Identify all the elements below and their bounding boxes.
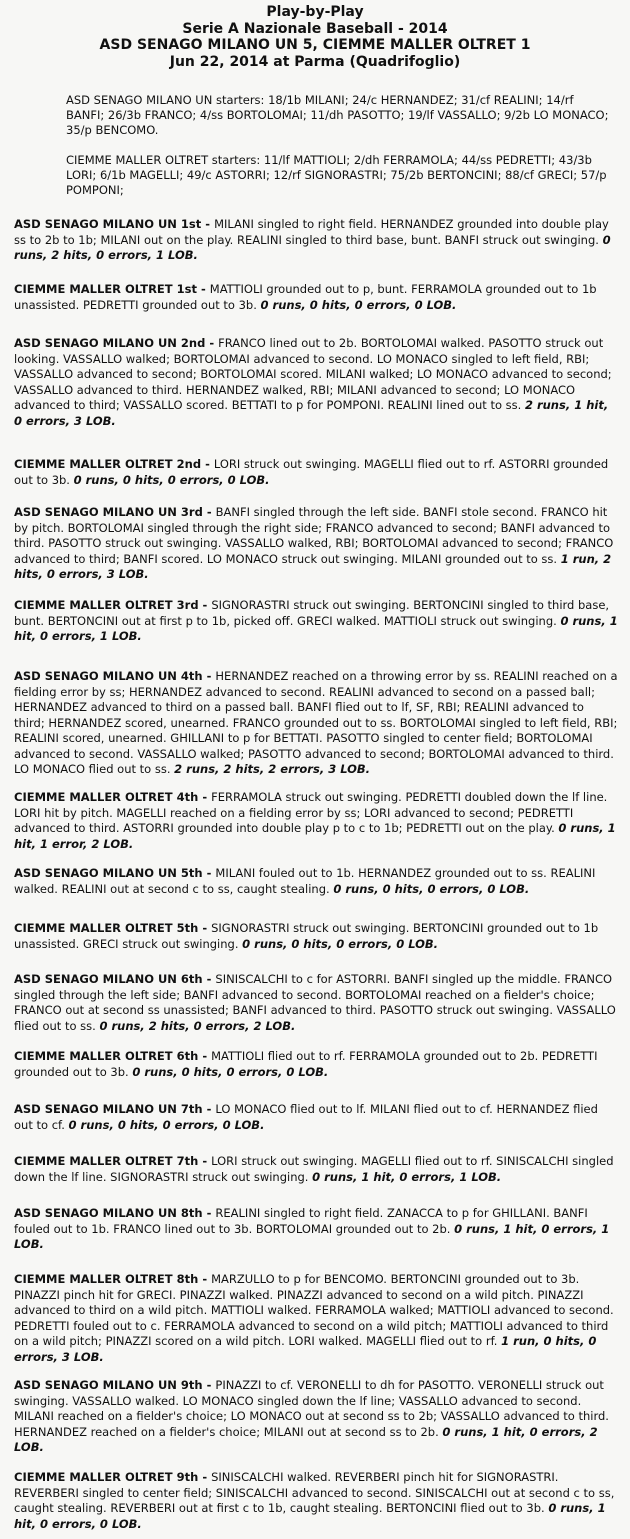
inning-team-label: ASD SENAGO MILANO UN 2nd - [14, 336, 219, 350]
inning-summary: 0 runs, 2 hits, 0 errors, 2 LOB. [99, 1018, 296, 1033]
inning-plays: SINISCALCHI walked. REVERBERI pinch hit for SIGNORASTRI. REVERBERI singled to center field; SINISCALCHI advanced to second. SINISCALCHI out at second c to ss, caught stealing. REVERBERI out at first c to 1b, caught stealing. BERTONCINI flied out to 3b. [14, 1470, 615, 1515]
starters-section [0, 93, 630, 138]
inning-summary: 0 runs, 1 hit, 0 errors, 1 LOB. [14, 613, 618, 643]
inning-summary: 0 runs, 0 hits, 0 errors, 0 LOB. [73, 472, 270, 487]
inning-entry [14, 669, 618, 778]
inning-summary: 0 runs, 1 hit, 1 error, 2 LOB. [14, 821, 616, 851]
inning-team-label: ASD SENAGO MILANO UN 9th - [14, 1378, 216, 1392]
inning-team-label: CIEMME MALLER OLTRET 3rd - [14, 598, 212, 612]
inning-summary: 0 runs, 2 hits, 0 errors, 1 LOB. [14, 232, 611, 262]
inning-plays: FERRAMOLA struck out swinging. PEDRETTI doubled down the lf line. LORI hit by pitch. MAGELLI reached on a fielding error by ss; LORI advanced to second; PEDRETTI advanced to third. ASTORRI grounded into double play p to c to 1b; PEDRETTI out on the play. [14, 790, 608, 835]
inning-entry [14, 1049, 618, 1080]
inning-plays: LO MONACO flied out to lf. MILANI flied out to cf. HERNANDEZ flied out to cf. [14, 1102, 598, 1132]
inning-entry [14, 1470, 618, 1532]
inning-summary: 0 runs, 1 hit, 0 errors, 1 LOB. [14, 1221, 610, 1251]
inning-plays: HERNANDEZ reached on a throwing error by ss. REALINI reached on a fielding error by ss; HERNANDEZ advanced to second. REALINI advanced to second on a passed ball; HERNANDEZ advanced to third on a passed ball. BANFI flied out to lf, SF, RBI; REALINI advanced to third; HERNANDEZ scored, unearned. FRANCO grounded out to ss. BORTOLOMAI singled to left field, RBI; REALINI scored, unearned. GHILLANI to p for BETTATI. PASOTTO singled to center field; BORTOLOMAI advanced to second. VASSALLO walked; PASOTTO advanced to second; BORTOLOMAI advanced to third. LO MONACO flied out to ss. [14, 669, 618, 776]
inning-plays: MATTIOLI grounded out to p, bunt. FERRAMOLA grounded out to 1b unassisted. PEDRETTI grounded out to 3b. [14, 282, 597, 312]
inning-plays: MILANI singled to right field. HERNANDEZ grounded into double play ss to 2b to 1b; MILANI out on the play. REALINI singled to third base, bunt. BANFI struck out swinging. [14, 217, 609, 247]
inning-plays: REALINI singled to right field. ZANACCA to p for GHILLANI. BANFI fouled out to 1b. FRANCO lined out to 3b. BORTOLOMAI grounded out to 2b. [14, 1206, 588, 1236]
inning-team-label: ASD SENAGO MILANO UN 1st - [14, 217, 215, 231]
home-starters: ASD SENAGO MILANO UN starters: 18/1b MILANI; 24/c HERNANDEZ; 31/cf REALINI; 14/rf BANFI; 26/3b FRANCO; 4/ss BORTOLOMAI; 11/dh PASOTTO; 19/lf VASSALLO; 9/2b LO MONACO; 35/p BENCOMO. [66, 93, 609, 137]
inning-plays: LORI struck out swinging. MAGELLI flied out to rf. SINISCALCHI singled down the lf line. SIGNORASTRI struck out swinging. [14, 1154, 614, 1184]
inning-entry [14, 457, 618, 488]
inning-team-label: CIEMME MALLER OLTRET 7th - [14, 1154, 212, 1168]
date-venue: Jun 22, 2014 at Parma (Quadrifoglio) [169, 53, 461, 70]
inning-entry [14, 790, 618, 852]
inning-plays: SINISCALCHI to c for ASTORRI. BANFI singled up the middle. FRANCO singled through the left side; BANFI advanced to second. BORTOLOMAI reached on a fielder's choice; FRANCO out at second ss unassisted; BANFI advanced to third. PASOTTO struck out swinging. VASSALLO flied out to ss. [14, 972, 616, 1033]
inning-plays: LORI struck out swinging. MAGELLI flied out to rf. ASTORRI grounded out to 3b. [14, 457, 609, 487]
inning-plays: FRANCO lined out to 2b. BORTOLOMAI walked. PASOTTO struck out looking. VASSALLO walked; BORTOLOMAI advanced to second. LO MONACO singled to left field, RBI; VASSALLO advanced to second; BORTOLOMAI scored. MILANI walked; LO MONACO advanced to second; VASSALLO advanced to third. HERNANDEZ walked, RBI; MILANI advanced to second; LO MONACO advanced to third; VASSALLO scored. BETTATI to p for POMPONI. REALINI lined out to ss. [14, 336, 612, 412]
inning-plays: SIGNORASTRI struck out swinging. BERTONCINI singled to third base, bunt. BERTONCINI out at first p to 1b, picked off. GRECI walked. MATTIOLI struck out swinging. [14, 598, 610, 628]
inning-plays: SIGNORASTRI struck out swinging. BERTONCINI grounded out to 1b unassisted. GRECI struck out swinging. [14, 921, 599, 951]
inning-summary: 0 runs, 1 hit, 0 errors, 0 LOB. [14, 1501, 606, 1531]
inning-entry [14, 217, 618, 264]
inning-summary: 0 runs, 0 hits, 0 errors, 0 LOB. [68, 1117, 265, 1132]
inning-entry [14, 1154, 618, 1185]
league-title: Serie A Nazionale Baseball - 2014 [182, 20, 448, 37]
inning-team-label: ASD SENAGO MILANO UN 7th - [14, 1102, 216, 1116]
document-header [0, 0, 630, 70]
inning-summary: 2 runs, 1 hit, 0 errors, 3 LOB. [14, 398, 609, 428]
away-starters: CIEMME MALLER OLTRET starters: 11/lf MATTIOLI; 2/dh FERRAMOLA; 44/ss PEDRETTI; 43/3b LORI; 6/1b MAGELLI; 49/c ASTORRI; 12/rf SIGNORASTRI; 75/2b BERTONCINI; 88/cf GRECI; 57/p POMPONI; [66, 153, 607, 197]
inning-team-label: CIEMME MALLER OLTRET 6th - [14, 1049, 212, 1063]
inning-team-label: CIEMME MALLER OLTRET 5th - [14, 921, 212, 935]
inning-summary: 0 runs, 1 hit, 0 errors, 2 LOB. [14, 1424, 598, 1454]
inning-plays: MATTIOLI flied out to rf. FERRAMOLA grounded out to 2b. PEDRETTI grounded out to 3b. [14, 1049, 598, 1079]
inning-entry [14, 866, 618, 897]
starters-section-away [0, 153, 630, 198]
inning-team-label: ASD SENAGO MILANO UN 5th - [14, 866, 216, 880]
inning-entry [14, 336, 618, 429]
inning-plays: PINAZZI to cf. VERONELLI to dh for PASOTTO. VERONELLI struck out swinging. VASSALLO walked. LO MONACO singled down the lf line; VASSALLO advanced to second. MILANI reached on a fielder's choice; LO MONACO out at second ss to 2b; VASSALLO advanced to third. HERNANDEZ reached on a fielder's choice; MILANI out at second ss to 2b. [14, 1378, 609, 1439]
page-title: Play-by-Play [266, 4, 364, 20]
inning-entry [14, 598, 618, 645]
inning-entry [14, 282, 618, 313]
inning-team-label: CIEMME MALLER OLTRET 1st - [14, 282, 210, 296]
inning-team-label: ASD SENAGO MILANO UN 6th - [14, 972, 216, 986]
matchup-title: ASD SENAGO MILANO UN 5, CIEMME MALLER OLTRET 1 [99, 37, 531, 53]
inning-entry [14, 505, 618, 583]
inning-entry [14, 1378, 618, 1456]
inning-team-label: CIEMME MALLER OLTRET 9th - [14, 1470, 212, 1484]
inning-team-label: ASD SENAGO MILANO UN 4th - [14, 669, 216, 683]
inning-summary: 0 runs, 0 hits, 0 errors, 0 LOB. [260, 297, 457, 312]
inning-entry [14, 1102, 618, 1133]
inning-entry [14, 1206, 618, 1253]
inning-plays: MARZULLO to p for BENCOMO. BERTONCINI grounded out to 3b. PINAZZI pinch hit for GRECI. PINAZZI walked. PINAZZI advanced to second on a wild pitch. PINAZZI advanced to third on a wild pitch. MATTIOLI walked. FERRAMOLA walked; MATTIOLI advanced to second. PEDRETTI fouled out to c. FERRAMOLA advanced to second on a wild pitch; MATTIOLI advanced to third on a wild pitch; PINAZZI scored on a wild pitch. LORI walked. MAGELLI flied out to rf. [14, 1272, 614, 1348]
inning-summary: 1 run, 0 hits, 0 errors, 3 LOB. [14, 1334, 597, 1364]
inning-summary: 2 runs, 2 hits, 2 errors, 3 LOB. [174, 762, 371, 776]
inning-summary: 0 runs, 0 hits, 0 errors, 0 LOB. [242, 936, 439, 951]
inning-plays: BANFI singled through the left side. BANFI stole second. FRANCO hit by pitch. BORTOLOMAI singled through the right side; FRANCO advanced to second; BANFI advanced to third. PASOTTO struck out swinging. VASSALLO walked, RBI; BORTOLOMAI advanced to second; FRANCO advanced to third; BANFI scored. LO MONACO struck out swinging. MILANI grounded out to ss. [14, 505, 614, 566]
inning-summary: 0 runs, 1 hit, 0 errors, 1 LOB. [312, 1169, 502, 1184]
inning-summary: 0 runs, 0 hits, 0 errors, 0 LOB. [132, 1064, 329, 1079]
inning-entry [14, 1272, 618, 1365]
inning-summary: 0 runs, 0 hits, 0 errors, 0 LOB. [333, 881, 530, 896]
inning-team-label: ASD SENAGO MILANO UN 8th - [14, 1206, 216, 1220]
inning-summary: 1 run, 2 hits, 0 errors, 3 LOB. [14, 551, 612, 581]
inning-team-label: ASD SENAGO MILANO UN 3rd - [14, 505, 216, 519]
inning-team-label: CIEMME MALLER OLTRET 4th - [14, 790, 212, 804]
inning-entry [14, 921, 618, 952]
inning-team-label: CIEMME MALLER OLTRET 8th - [14, 1272, 212, 1286]
inning-entry [14, 972, 618, 1034]
inning-plays: MILANI fouled out to 1b. HERNANDEZ grounded out to ss. REALINI walked. REALINI out at second c to ss, caught stealing. [14, 866, 596, 896]
inning-team-label: CIEMME MALLER OLTRET 2nd - [14, 457, 214, 471]
